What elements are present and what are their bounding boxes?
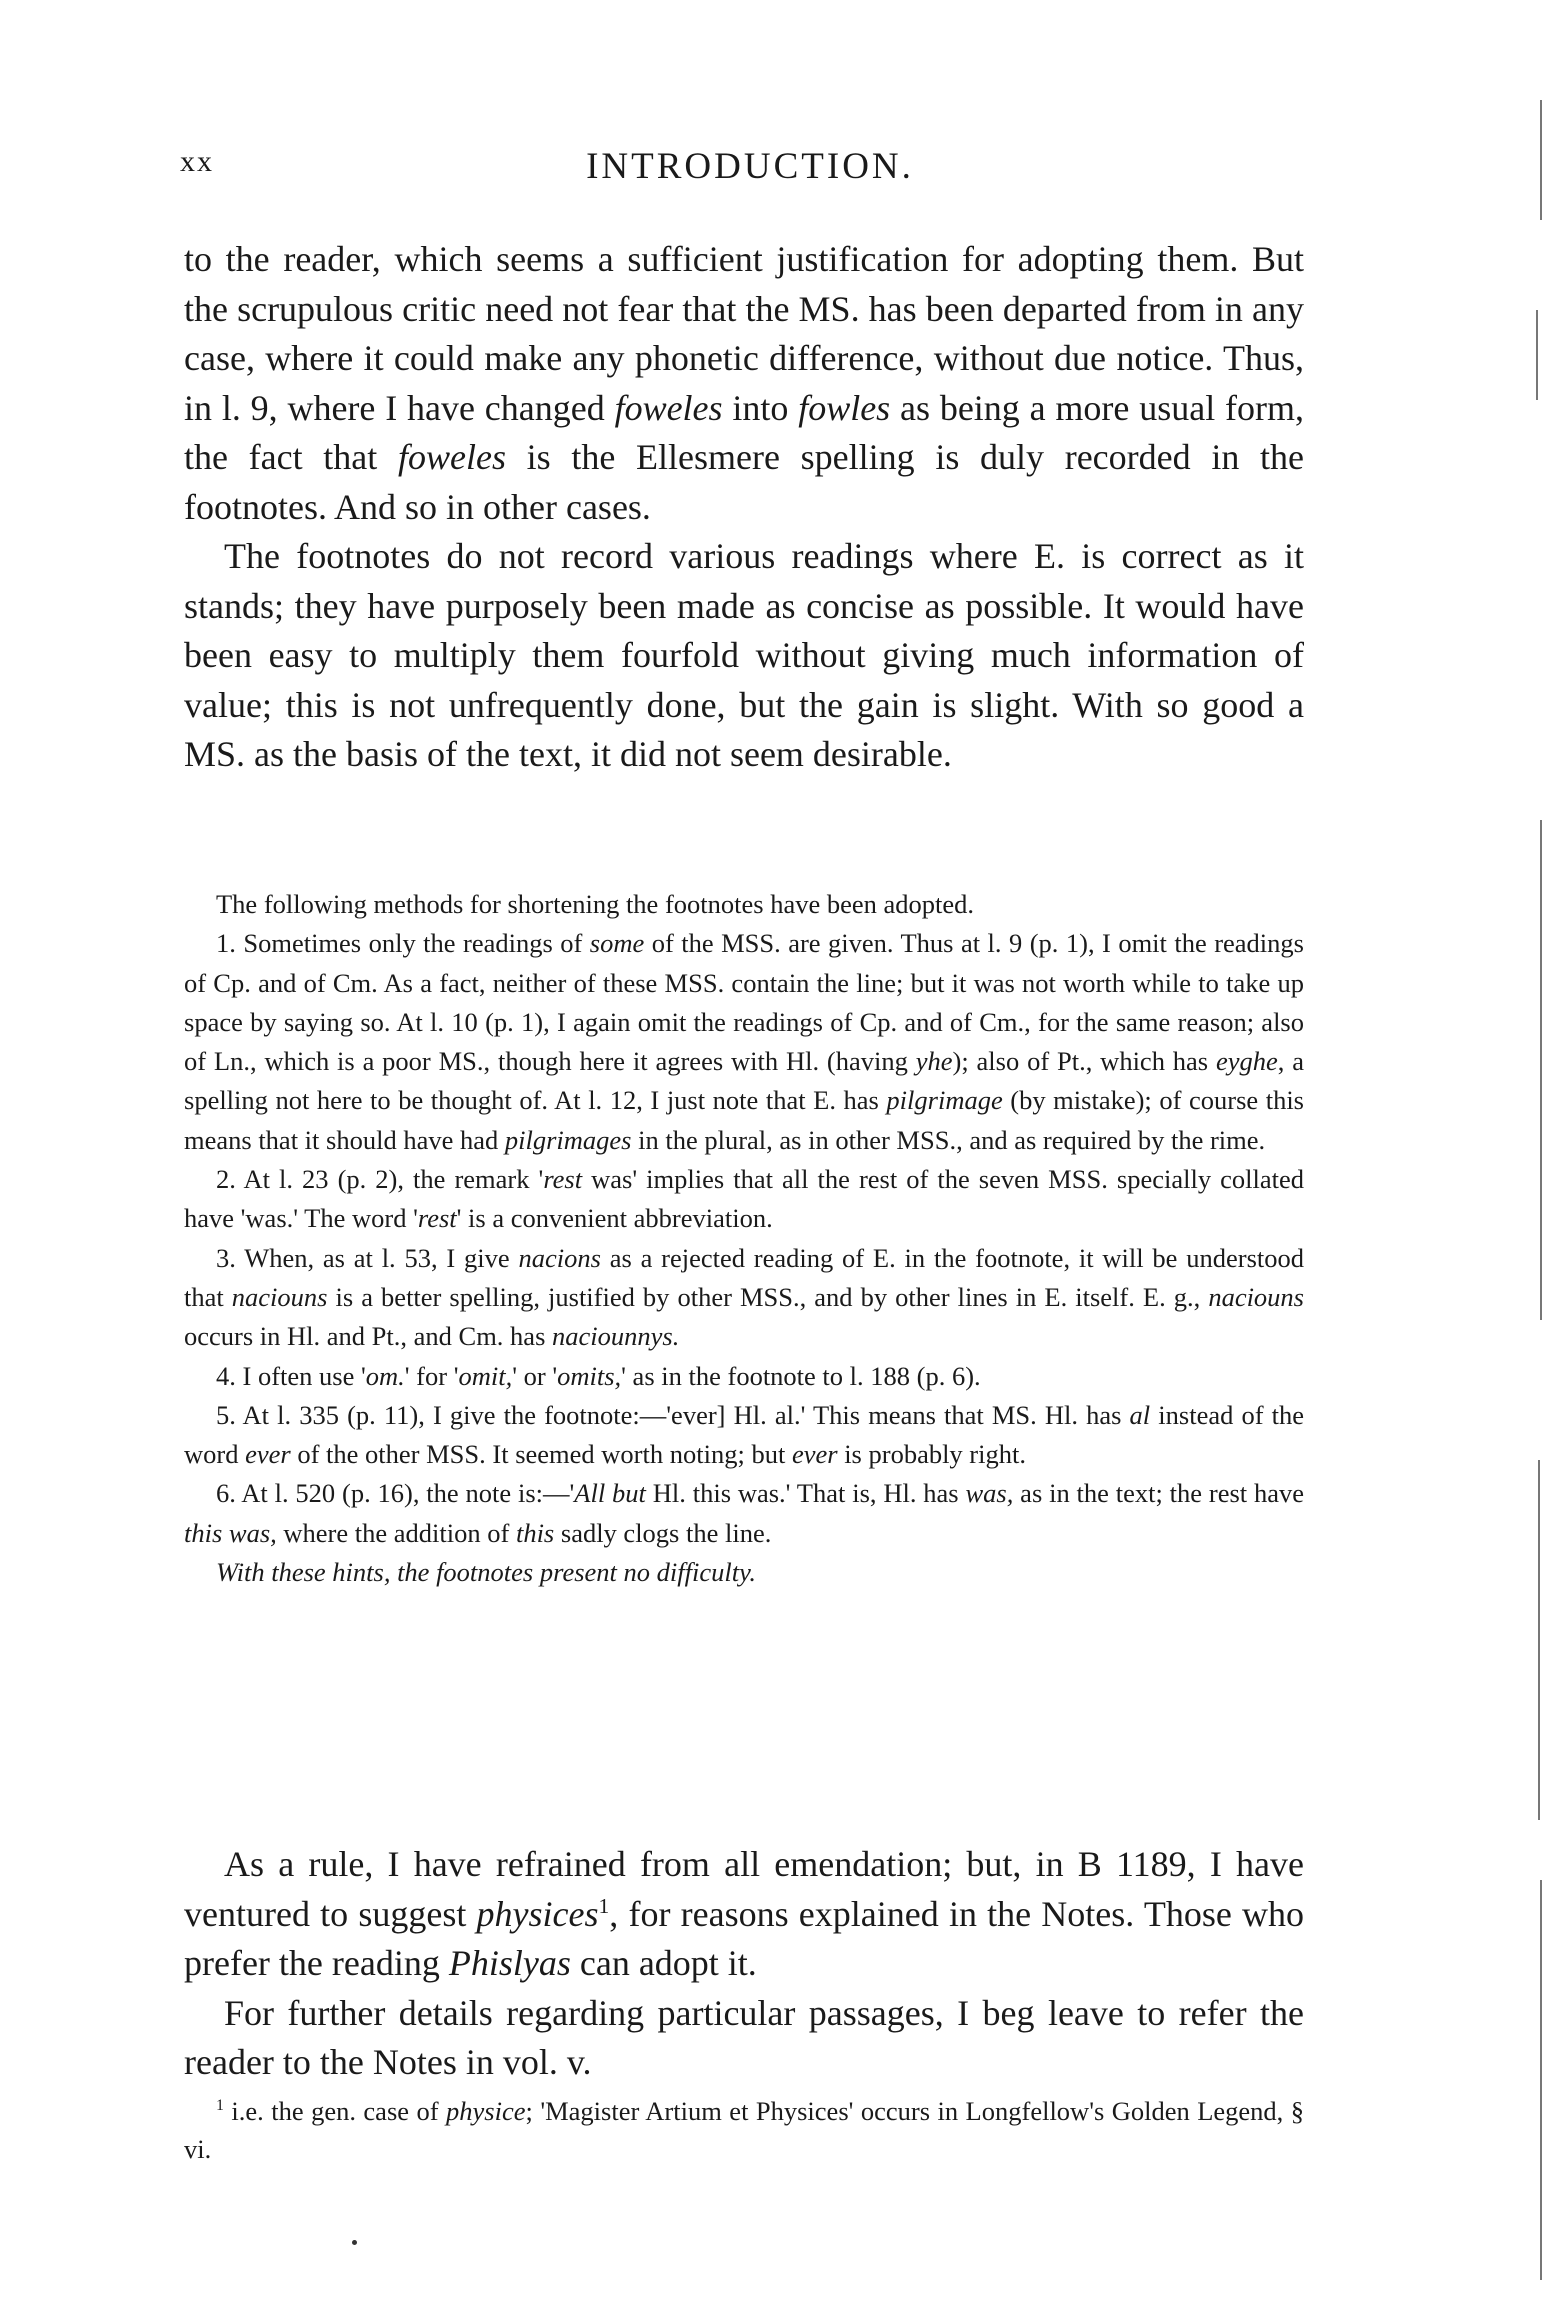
methods-section <box>184 885 1304 1592</box>
page-edge-mark <box>1536 310 1538 400</box>
method-item-4: 4. I often use 'om.' for 'omit,' or 'omits,' as in the footnote to l. 188 (p. 6). <box>216 1360 981 1391</box>
method-item-2: 2. At l. 23 (p. 2), the remark 'rest was' implies that all the rest of the seven MSS. specially collated have 'was.' The word 'rest' is a convenient abbreviation. <box>184 1164 1304 1234</box>
main-text-top <box>184 235 1304 780</box>
footnote-number: 1 <box>216 2097 224 2115</box>
footnote-section <box>184 2092 1304 2168</box>
page-number: xx <box>180 145 214 178</box>
ink-speck <box>352 2240 357 2245</box>
method-item-6: 6. At l. 520 (p. 16), the note is:—'All but Hl. this was.' That is, Hl. has was, as in the text; the rest have this was, where the addition of this sadly clogs the line. <box>184 1478 1305 1548</box>
paragraph-continuation: to the reader, which seems a sufficient justification for adopting them. But the scrupulous critic need not fear that the MS. has been departed from in any case, where it could make any phonetic difference, without due notice. Thus, in l. 9, where I have changed foweles into fowles as being a more usual form, the fact that foweles is the Ellesmere spelling is duly recorded in the footnotes. And so in other cases. <box>184 239 1304 527</box>
methods-closing: With these hints, the footnotes present no difficulty. <box>216 1557 757 1588</box>
page-edge-mark <box>1540 1880 1542 2280</box>
running-title: INTRODUCTION. <box>586 146 914 187</box>
method-item-5: 5. At l. 335 (p. 11), I give the footnote:—'ever] Hl. al.' This means that MS. Hl. has al instead of the word ever of the other MSS. It seemed worth noting; but ever is probably right. <box>184 1399 1305 1470</box>
page-edge-mark <box>1540 820 1542 1320</box>
page-edge-mark <box>1538 1460 1540 1820</box>
main-text-bottom <box>184 1840 1304 2088</box>
paragraph-further-details: For further details regarding particular passages, I beg leave to refer the reader to the Notes in vol. v. <box>184 1992 1304 2082</box>
method-item-1: 1. Sometimes only the readings of some of the MSS. are given. Thus at l. 9 (p. 1), I omit the readings of Cp. and of Cm. As a fact, neither of these MSS. contain the line; but it was not worth while to take up space by saying so. At l. 10 (p. 1), I again omit the readings of Cp. and of Cm., for the same reason; also of Ln., which is a poor MS., though here it agrees with Hl. (having yhe); also of Pt., which has eyghe, a spelling not here to be thought of. At l. 12, I just note that E. has pilgrimage (by mistake); of course this means that it should have had pilgrimages in the plural, as in other MSS., and as required by the rime. <box>184 928 1304 1155</box>
footnote-marker: 1 <box>598 1893 610 1918</box>
page-edge-mark <box>1540 100 1542 220</box>
method-item-3: 3. When, as at l. 53, I give nacions as a rejected reading of E. in the footnote, it will be understood that naciouns is a better spelling, justified by other MSS., and by other lines in E. itself. E. g., naciouns occurs in Hl. and Pt., and Cm. has naciounnys. <box>184 1242 1304 1352</box>
methods-intro: The following methods for shortening the footnotes have been adopted. <box>216 889 975 919</box>
paragraph-footnotes-policy: The footnotes do not record various readings where E. is correct as it stands; they have purposely been made as concise as possible. It would have been easy to multiply them fourfold without giving much information of value; this is not unfrequently done, but the gain is slight. With so good a MS. as the basis of the text, it did not seem desirable. <box>184 536 1304 774</box>
footnote-1: $^1$ i.e. the gen. case of physice; 'Magister Artium et Physices' occurs in Longfellow's Golden Legend, § vi. <box>184 2096 1305 2164</box>
page-header <box>180 145 1320 195</box>
paragraph-emendation: As a rule, I have refrained from all emendation; but, in B 1189, I have ventured to suggest physices$^1$, for reasons explained in the Notes. Those who prefer the reading Phislyas can adopt it. <box>184 1844 1304 1983</box>
